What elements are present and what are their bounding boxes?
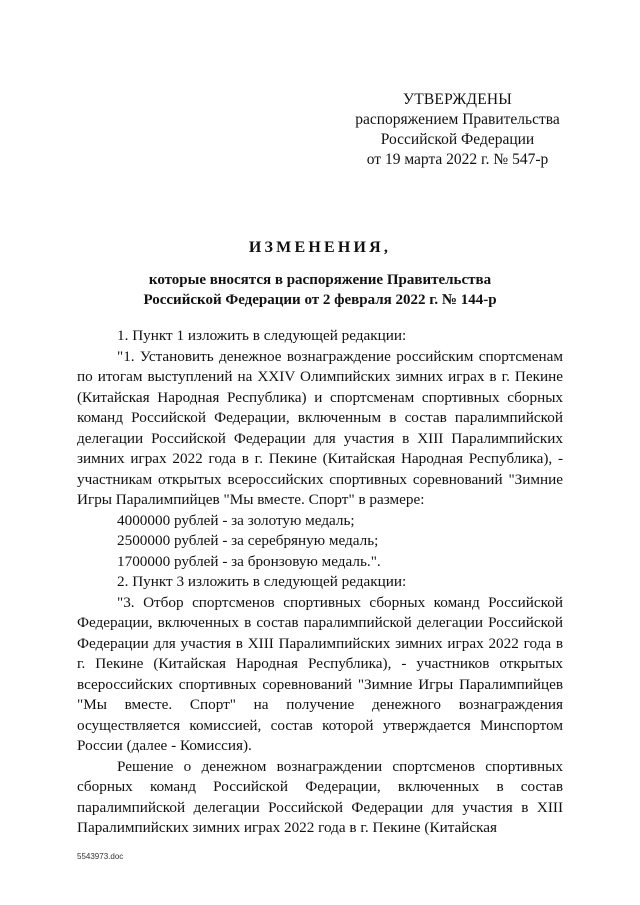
document-title: ИЗМЕНЕНИЯ, xyxy=(248,239,392,256)
amount-silver-medal: 2500000 рублей - за серебряную медаль; xyxy=(117,532,379,549)
approval-heading: УТВЕРЖДЕНЫ xyxy=(403,91,512,108)
approval-line-1: распоряжением Правительства xyxy=(355,111,560,128)
paragraph-item-3-text: "3. Отбор спортсменов спортивных сборных команд Российской Федерации, включенных в состав паралимпийской делегации Российской Федерации для участия в XIII Паралимпийских зимних играх 2022 года в г. Пекине (Китайская Народная Республика), - участников открытых всероссийских спортивных соревнований "Зимние Игры Паралимпийцев "Мы вместе. Спорт" на получение денежного вознаграждения осуществляется комиссией, состав которой утверждается Минспортом России (далее - Комиссия). xyxy=(77,593,563,754)
approval-line-2: Российской Федерации xyxy=(380,131,535,148)
approval-line-3: от 19 марта 2022 г. № 547-р xyxy=(366,151,549,168)
document-subtitle-line-1: которые вносятся в распоряжение Правительства xyxy=(148,272,492,288)
paragraph-item-2-heading: 2. Пункт 3 изложить в следующей редакции: xyxy=(117,573,407,590)
approval-stamp xyxy=(350,90,565,170)
document-title-block xyxy=(0,238,640,310)
amount-gold-medal: 4000000 рублей - за золотую медаль; xyxy=(117,511,355,529)
paragraph-item-1-heading: 1. Пункт 1 изложить в следующей редакции: xyxy=(117,327,407,344)
document-subtitle-line-2: Российской Федерации от 2 февраля 2022 г. № 144-р xyxy=(143,292,497,308)
paragraph-decision-text: Решение о денежном вознаграждении спортсменов спортивных сборных команд Российской Федерации, включенных в состав паралимпийской делегации Российской Федерации для участия в XIII Паралимпийских зимних играх 2022 года в г. Пекине (Китайская xyxy=(77,757,563,836)
file-name-footer: 5543973.doc xyxy=(77,852,124,861)
amount-bronze-medal: 1700000 рублей - за бронзовую медаль.". xyxy=(117,552,381,570)
paragraph-item-1-text: "1. Установить денежное вознаграждение российским спортсменам по итогам выступлений на XXIV Олимпийских зимних играх в г. Пекине (Китайская Народная Республика) и спортсменам спортивных сборных команд Российской Федерации, включенным в состав паралимпийской делегации Российской Федерации для участия в XIII Паралимпийских зимних играх 2022 года в г. Пекине (Китайская Народная Республика), - участникам открытых всероссийских спортивных соревнований "Зимние Игры Паралимпийцев "Мы вместе. Спорт" в размере: xyxy=(77,347,563,508)
document-body xyxy=(77,326,563,839)
